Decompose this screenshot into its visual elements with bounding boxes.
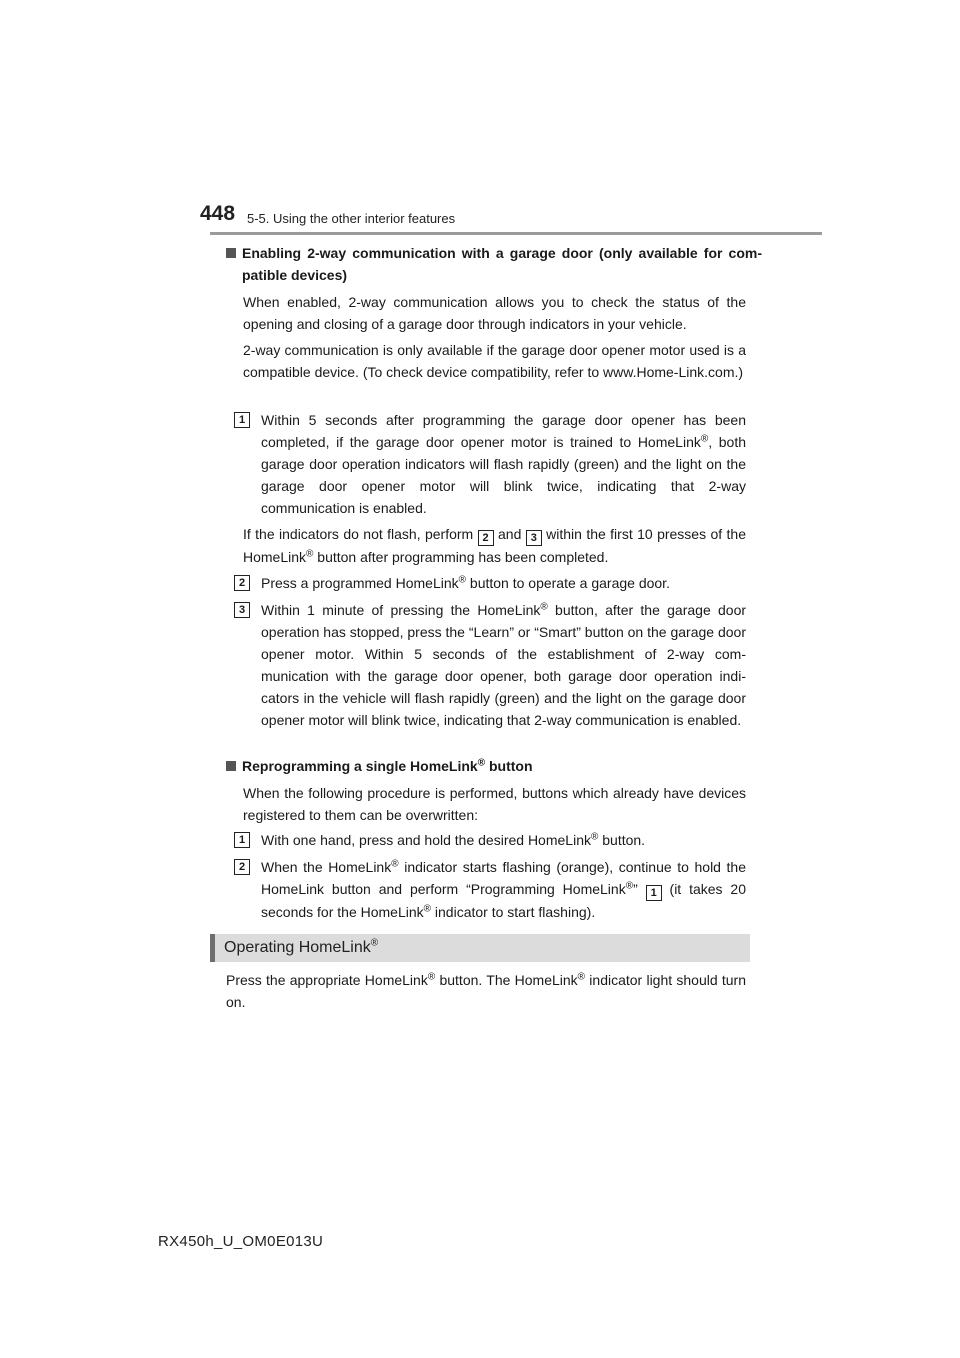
step-ref-2: 2 (478, 530, 494, 546)
reprogram-heading: Reprogramming a single HomeLink® button (226, 755, 746, 777)
reprogram-step2: When the HomeLink® indicator starts flashing (orange), continue to hold the HomeLink button and perform “Programming HomeLink®” 1 (it takes 20 seconds for the HomeLink® indicator to start flashing). (261, 858, 747, 920)
section-bar-accent (210, 934, 215, 962)
step-ref-1: 1 (646, 885, 662, 901)
registered-mark: ® (540, 601, 548, 613)
enable-2way-para1: When enabled, 2-way communication allows you to check the status of the opening and closing of a garage door through indicators in your vehicle. (243, 294, 746, 332)
registered-mark: ® (700, 433, 709, 445)
enable-2way-step3: Within 1 minute of pressing the HomeLink® button, after the garage door operation has stopped, press the “Learn” or “Smart” button on the garage door opener motor. Within 5 seconds of the establishment of 2-way com-munication with the garage door opener, both garage door operation indi-cators in the vehicle will flash rapidly (green) and the light on the garage door opener motor will blink twice, indicating that 2-way communication is enabled. (261, 601, 747, 728)
registered-mark: ® (577, 971, 586, 983)
registered-mark: ® (625, 880, 634, 892)
step-number-1: 1 (234, 832, 250, 848)
enable-2way-step1: Within 5 seconds after programming the garage door opener has been completed, if the garage door opener motor is trained to HomeLink®, both garage door operation indicators will flash rapidly (green) and the light on the garage door opener motor will blink twice, indicating that 2-way communication is enabled. (261, 412, 747, 516)
operating-heading: Operating HomeLink® (224, 937, 379, 956)
section-title: 5-5. Using the other interior features (247, 211, 456, 226)
step-ref-3: 3 (526, 530, 542, 546)
header-rule (210, 232, 822, 235)
enable-2way-step2: Press a programmed HomeLink® button to operate a garage door. (261, 574, 670, 591)
enable-2way-note: If the indicators do not flash, perform 2 and 3 within the first 10 presses of the HomeLink® button after programming has been completed. (243, 526, 747, 565)
page-number: 448 (200, 202, 236, 225)
model-code-footer: RX450h_U_OM0E013U (158, 1233, 324, 1250)
registered-mark: ® (477, 757, 486, 769)
reprogram-step1: With one hand, press and hold the desired HomeLink® button. (261, 831, 646, 848)
operating-para: Press the appropriate HomeLink® button. The HomeLink® indicator light should turn on. (226, 971, 747, 1010)
registered-mark: ® (391, 858, 399, 870)
step-number-2: 2 (234, 575, 250, 591)
step-number-2: 2 (234, 859, 250, 875)
enable-2way-para2: 2-way communication is only available if the garage door opener motor used is a compatible device. (To check device compatibility, refer to www.Home-Link.com.) (243, 342, 746, 380)
registered-mark: ® (590, 831, 599, 843)
registered-mark: ® (370, 937, 379, 949)
registered-mark: ® (427, 971, 436, 983)
step-number-1: 1 (234, 412, 250, 428)
registered-mark: ® (458, 574, 467, 586)
square-bullet-icon (226, 761, 236, 771)
step-number-3: 3 (234, 602, 250, 618)
registered-mark: ® (306, 548, 314, 560)
reprogram-para: When the following procedure is performed, buttons which already have devices registered to them can be overwritten: (243, 785, 746, 823)
square-bullet-icon (226, 248, 236, 258)
enable-2way-heading: Enabling 2-way communication with a garage door (only available for com-patible devices) (226, 242, 762, 286)
registered-mark: ® (423, 903, 432, 915)
